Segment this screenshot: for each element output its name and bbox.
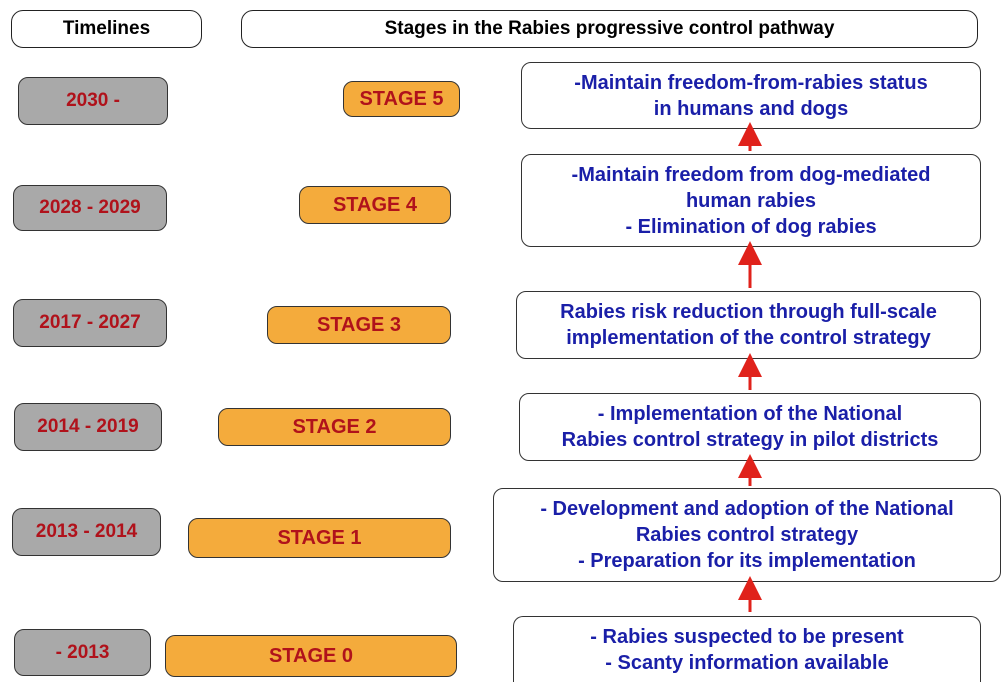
timeline-stage-1: 2013 - 2014 [12, 508, 161, 556]
description-line: implementation of the control strategy [566, 327, 931, 349]
description-line: - Elimination of dog rabies [625, 215, 877, 238]
stage-3-label: STAGE 3 [267, 306, 451, 344]
stage-0-label: STAGE 0 [165, 635, 457, 677]
description-line: human rabies [685, 189, 817, 212]
description-line: -Maintain freedom from dog-mediated [571, 163, 931, 186]
stage-4-label: STAGE 4 [299, 186, 451, 224]
timeline-stage-0: - 2013 [14, 629, 151, 676]
description-line: Rabies risk reduction through full-scale [560, 301, 937, 323]
stage-2-label: STAGE 2 [218, 408, 451, 446]
description-line: - Preparation for its implementation [578, 550, 916, 572]
timeline-stage-5: 2030 - [18, 77, 168, 125]
stage-1-label: STAGE 1 [188, 518, 451, 558]
description-line: - Development and adoption of the National [540, 498, 954, 520]
description-line: - Implementation of the National [597, 403, 903, 425]
stage-5-label: STAGE 5 [343, 81, 460, 117]
timeline-stage-2: 2014 - 2019 [14, 403, 162, 451]
description-line: -Maintain freedom-from-rabies status [574, 71, 928, 94]
timeline-stage-4: 2028 - 2029 [13, 185, 167, 231]
description-line: - Scanty information available [605, 651, 889, 674]
timelines-header: Timelines [11, 10, 202, 48]
description-line: Rabies control strategy [635, 524, 859, 546]
description-line: Rabies control strategy in pilot districts [561, 429, 939, 451]
description-line: - Rabies suspected to be present [590, 625, 904, 648]
stages-header: Stages in the Rabies progressive control pathway [241, 10, 978, 48]
description-line: in humans and dogs [653, 97, 849, 120]
timeline-stage-3: 2017 - 2027 [13, 299, 167, 347]
